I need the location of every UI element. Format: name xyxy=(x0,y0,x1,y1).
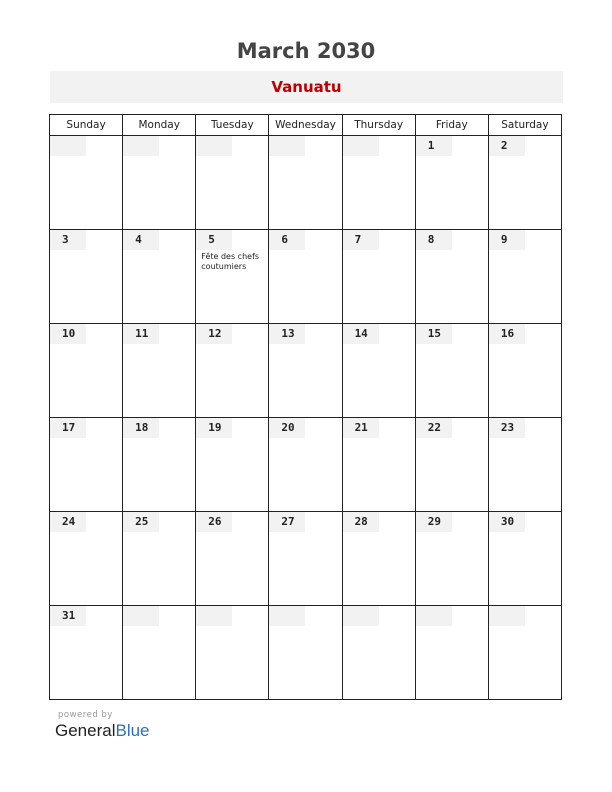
day-cell[interactable] xyxy=(123,230,196,324)
day-number: 4 xyxy=(123,230,159,250)
day-number xyxy=(489,606,525,626)
day-cell[interactable] xyxy=(415,324,488,418)
week-row xyxy=(50,418,562,512)
day-number: 28 xyxy=(343,512,379,532)
day-cell[interactable] xyxy=(342,606,415,700)
day-cell[interactable] xyxy=(123,606,196,700)
day-number xyxy=(269,136,305,156)
day-number: 20 xyxy=(269,418,305,438)
day-cell[interactable] xyxy=(123,136,196,230)
brand-blue: Blue xyxy=(115,721,150,740)
day-number xyxy=(50,136,86,156)
week-row xyxy=(50,136,562,230)
day-number: 26 xyxy=(196,512,232,532)
day-number: 16 xyxy=(489,324,525,344)
day-number: 13 xyxy=(269,324,305,344)
day-number: 17 xyxy=(50,418,86,438)
day-cell[interactable] xyxy=(415,512,488,606)
day-cell[interactable] xyxy=(269,230,342,324)
day-number: 8 xyxy=(416,230,452,250)
day-cell[interactable] xyxy=(50,230,123,324)
day-cell[interactable] xyxy=(342,512,415,606)
day-cell[interactable] xyxy=(488,324,561,418)
country-name: Vanuatu xyxy=(271,78,342,96)
day-number: 7 xyxy=(343,230,379,250)
day-number: 23 xyxy=(489,418,525,438)
weekday-header: Tuesday xyxy=(196,115,269,136)
day-cell[interactable] xyxy=(196,136,269,230)
day-cell[interactable] xyxy=(269,136,342,230)
day-number xyxy=(123,606,159,626)
weekday-header: Monday xyxy=(123,115,196,136)
week-row xyxy=(50,324,562,418)
day-number: 27 xyxy=(269,512,305,532)
day-cell[interactable] xyxy=(196,230,269,324)
day-number xyxy=(343,136,379,156)
day-cell[interactable] xyxy=(342,136,415,230)
day-number: 31 xyxy=(50,606,86,626)
weekday-header: Saturday xyxy=(488,115,561,136)
day-number: 1 xyxy=(416,136,452,156)
day-number: 18 xyxy=(123,418,159,438)
day-number: 30 xyxy=(489,512,525,532)
day-cell[interactable] xyxy=(50,512,123,606)
day-number xyxy=(123,136,159,156)
week-row xyxy=(50,512,562,606)
day-number: 6 xyxy=(269,230,305,250)
weekday-header: Sunday xyxy=(50,115,123,136)
day-number xyxy=(416,606,452,626)
day-cell[interactable] xyxy=(342,324,415,418)
day-cell[interactable] xyxy=(415,606,488,700)
day-number: 12 xyxy=(196,324,232,344)
day-cell[interactable] xyxy=(50,136,123,230)
day-cell[interactable] xyxy=(269,512,342,606)
day-cell[interactable] xyxy=(269,606,342,700)
day-cell[interactable] xyxy=(123,418,196,512)
day-number: 21 xyxy=(343,418,379,438)
weekday-header: Wednesday xyxy=(269,115,342,136)
day-cell[interactable] xyxy=(488,136,561,230)
day-number: 24 xyxy=(50,512,86,532)
day-number xyxy=(196,136,232,156)
day-cell[interactable] xyxy=(50,606,123,700)
day-number: 22 xyxy=(416,418,452,438)
day-cell[interactable] xyxy=(123,512,196,606)
weekday-header: Friday xyxy=(415,115,488,136)
holiday-label: Fête des chefs coutumiers xyxy=(201,252,260,271)
day-cell[interactable] xyxy=(342,418,415,512)
day-number: 5 xyxy=(196,230,232,250)
week-row xyxy=(50,230,562,324)
brand-general: General xyxy=(55,721,116,740)
generalblue-logo[interactable] xyxy=(55,721,150,741)
day-number: 3 xyxy=(50,230,86,250)
week-row xyxy=(50,606,562,700)
day-cell[interactable] xyxy=(50,418,123,512)
day-cell[interactable] xyxy=(123,324,196,418)
day-number: 11 xyxy=(123,324,159,344)
day-cell[interactable] xyxy=(196,606,269,700)
day-cell[interactable] xyxy=(50,324,123,418)
day-number xyxy=(269,606,305,626)
day-number: 19 xyxy=(196,418,232,438)
day-cell[interactable] xyxy=(488,606,561,700)
weekday-header-row xyxy=(50,115,562,136)
day-cell[interactable] xyxy=(415,230,488,324)
day-number: 9 xyxy=(489,230,525,250)
day-number: 15 xyxy=(416,324,452,344)
country-banner xyxy=(50,71,563,103)
day-number xyxy=(343,606,379,626)
day-cell[interactable] xyxy=(269,324,342,418)
day-cell[interactable] xyxy=(488,418,561,512)
day-cell[interactable] xyxy=(342,230,415,324)
day-cell[interactable] xyxy=(269,418,342,512)
day-number: 25 xyxy=(123,512,159,532)
day-cell[interactable] xyxy=(415,418,488,512)
day-number: 29 xyxy=(416,512,452,532)
day-number: 2 xyxy=(489,136,525,156)
day-number: 14 xyxy=(343,324,379,344)
day-number: 10 xyxy=(50,324,86,344)
day-cell[interactable] xyxy=(488,230,561,324)
day-cell[interactable] xyxy=(196,418,269,512)
weekday-header: Thursday xyxy=(342,115,415,136)
day-cell[interactable] xyxy=(196,324,269,418)
day-cell[interactable] xyxy=(196,512,269,606)
page-title: March 2030 xyxy=(236,39,376,63)
day-cell[interactable] xyxy=(488,512,561,606)
powered-by-label: powered by xyxy=(58,710,113,720)
calendar-grid xyxy=(49,114,562,700)
day-number xyxy=(196,606,232,626)
day-cell[interactable] xyxy=(415,136,488,230)
